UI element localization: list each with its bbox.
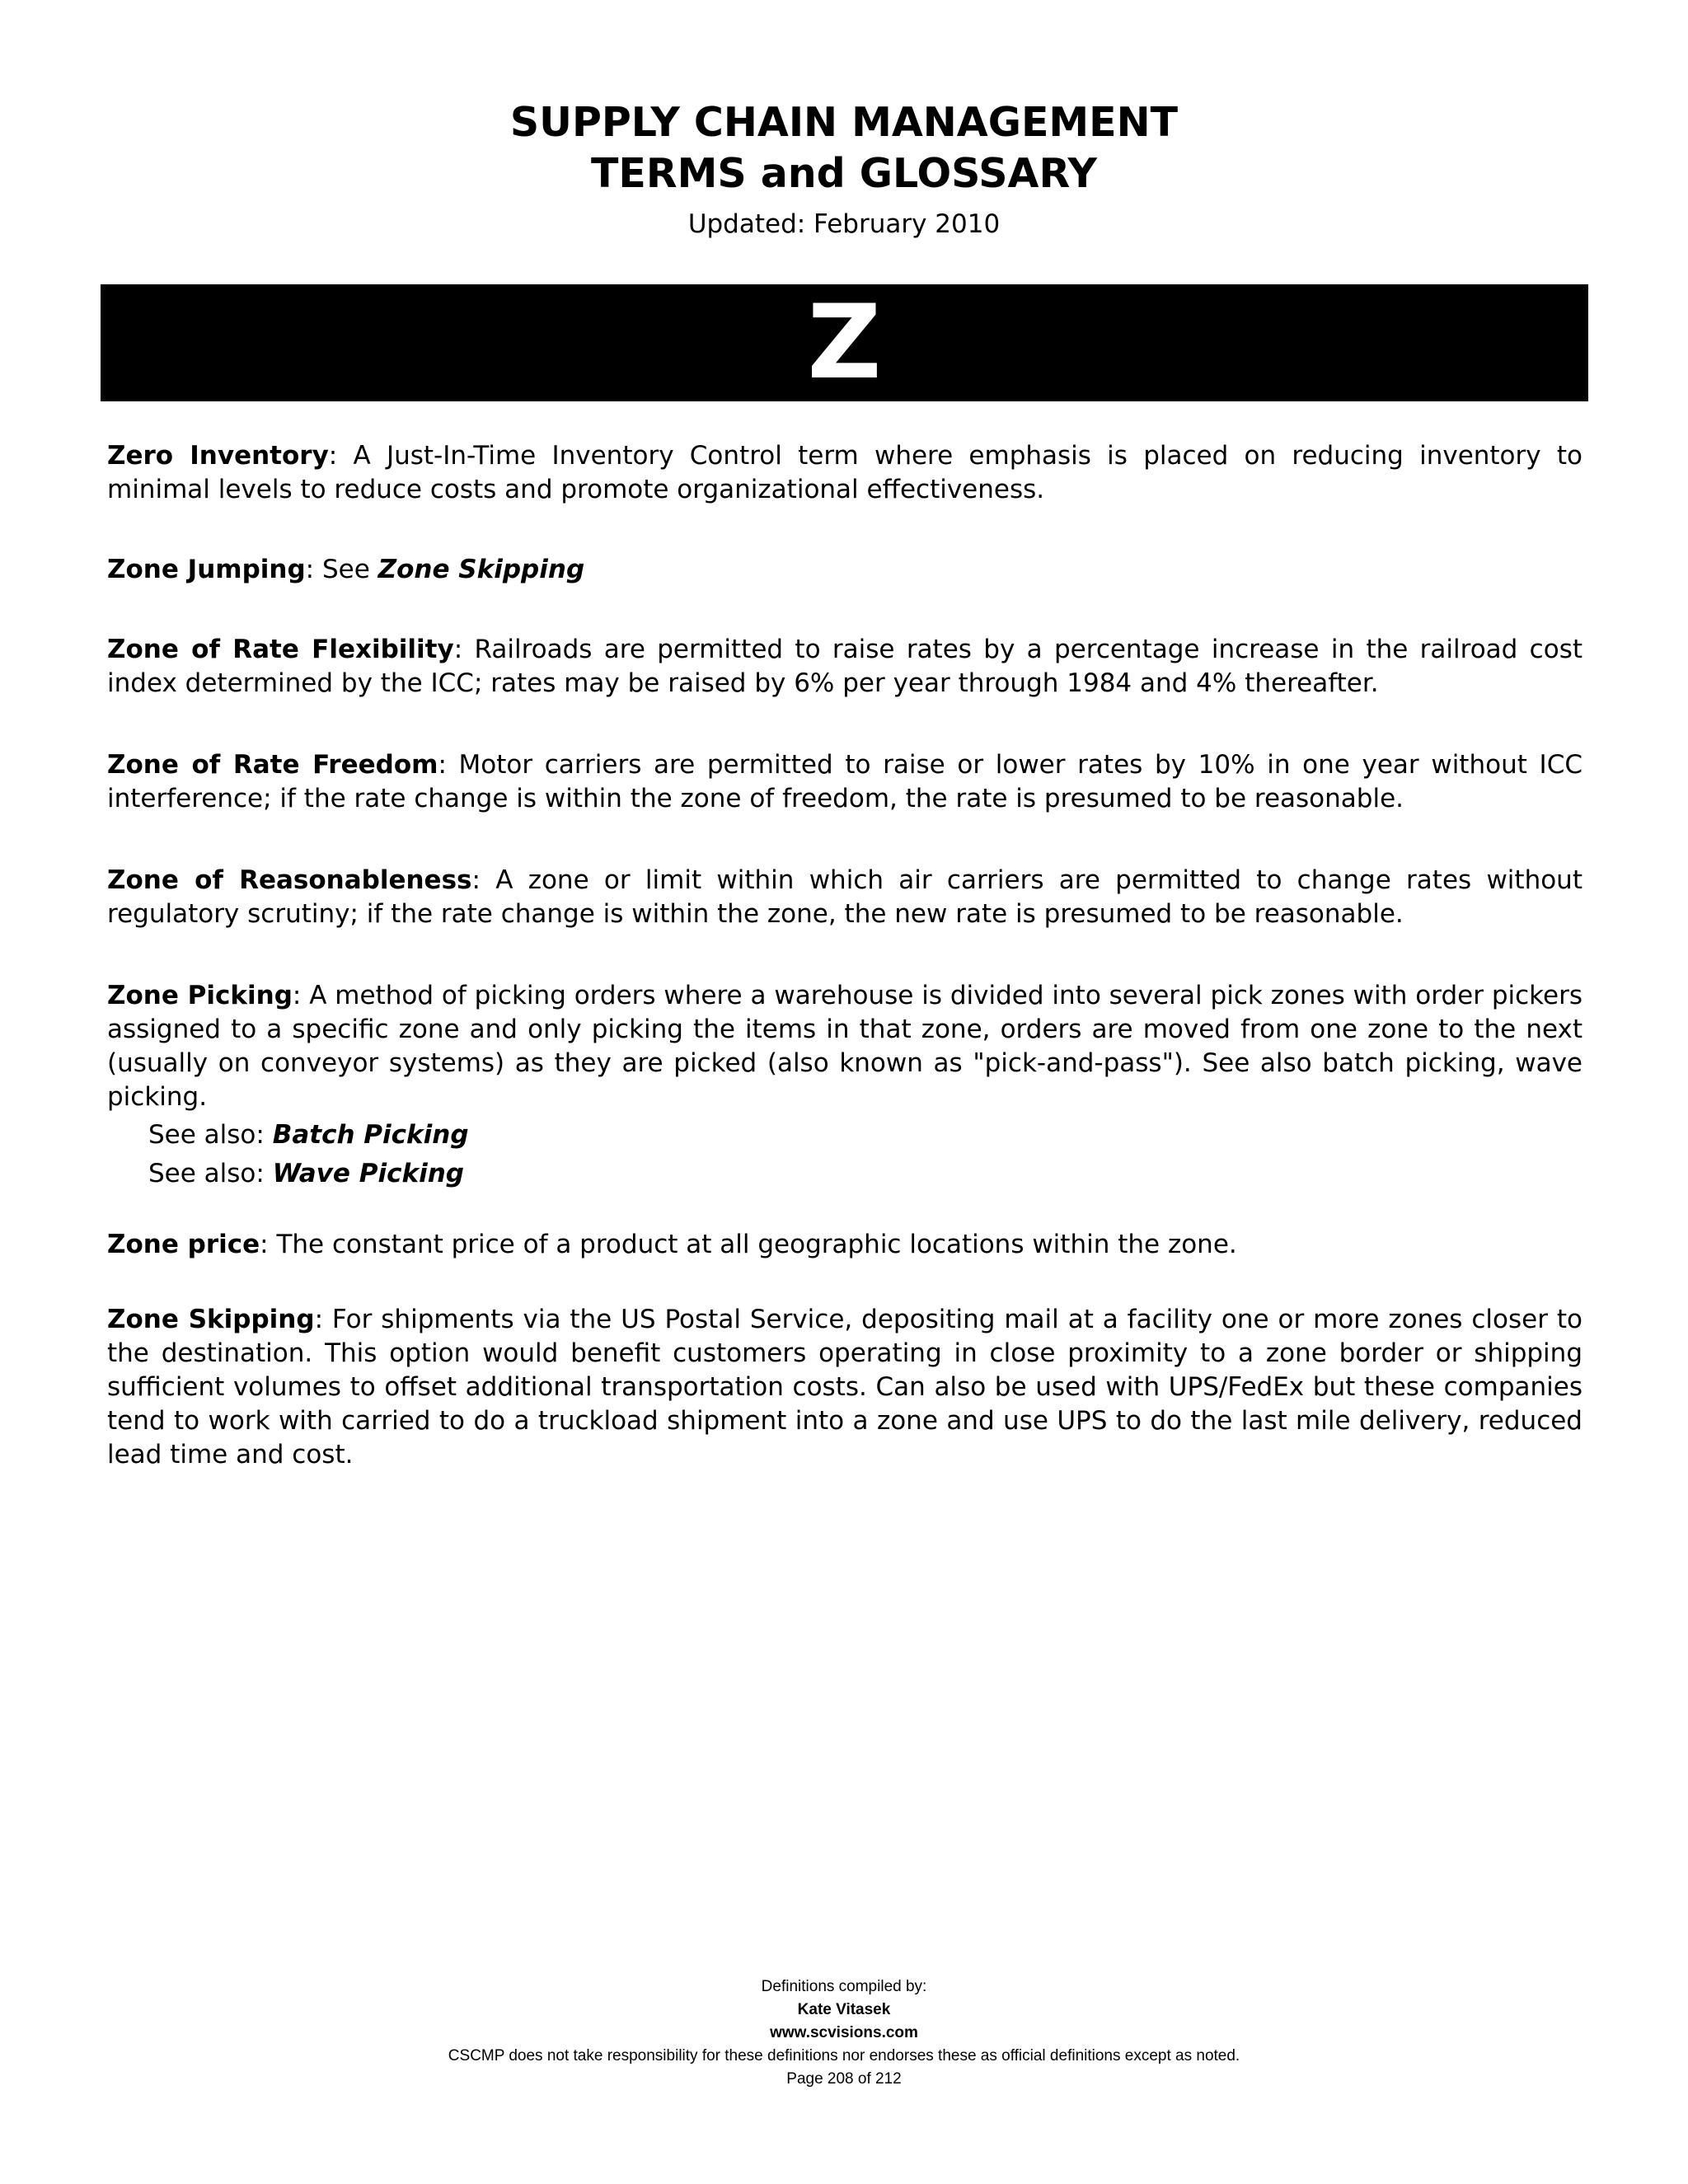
updated-date: Updated: February 2010 — [687, 209, 1001, 239]
glossary-entry-zone-jumping — [107, 553, 1582, 587]
entry-definition: : Motor carriers are permitted to raise or lower rates by 10% in one year without ICC interference; if the rate change is within the zone of freedom, the rate is presumed to be reasonable. — [107, 750, 1582, 813]
see-also-label: See also: — [148, 1159, 273, 1188]
entry-term: Zone of Reasonableness — [107, 865, 472, 895]
cross-reference-link[interactable]: Batch Picking — [272, 1120, 469, 1150]
entry-term: Zone of Rate Freedom — [107, 750, 438, 780]
glossary-entry-zone-of-reasonableness — [107, 864, 1582, 931]
entry-term: Zone of Rate Flexibility — [107, 635, 454, 664]
see-also-label: See also: — [148, 1120, 273, 1150]
cross-reference-link[interactable]: Zone Skipping — [377, 555, 585, 584]
document-title-line-1: SUPPLY CHAIN MANAGEMENT — [509, 99, 1179, 146]
glossary-entries — [107, 439, 1582, 1472]
entry-definition: : A method of picking orders where a warehouse is divided into several pick zones with order pickers assigned to a specific zone and only picking the items in that zone, orders are moved from one zone to the next (usually on conveyor systems) as they are picked (also known as "pick-and-pass"). See also batch picking, wave picking. — [107, 981, 1582, 1112]
glossary-entry-zone-skipping — [107, 1303, 1582, 1472]
entry-term: Zone Skipping — [107, 1305, 315, 1334]
glossary-entry-zone-price — [107, 1228, 1582, 1262]
cross-reference-link[interactable]: Wave Picking — [272, 1159, 464, 1188]
entry-definition: : For shipments via the US Postal Service, depositing mail at a facility one or more zones closer to the destination. This option would benefit customers operating in close proximity to a zone border or shipping sufficient volumes to offset additional transportation costs. Can also be used with UPS/FedEx but these companies tend to work with carried to do a truckload shipment into a zone and use UPS to do the last mile delivery, reduced lead time and cost. — [107, 1305, 1582, 1469]
footer-website-link[interactable]: www.scvisions.com — [770, 2024, 918, 2041]
footer-disclaimer: CSCMP does not take responsibility for these definitions nor endorses these as official definitions except as noted. — [448, 2047, 1240, 2064]
entry-definition: : See — [305, 555, 378, 584]
page-footer — [0, 1975, 1688, 2091]
section-letter-banner: Z — [101, 284, 1588, 401]
glossary-entry-zone-of-rate-freedom — [107, 748, 1582, 816]
entry-term: Zero Inventory — [107, 441, 329, 471]
footer-page-number: Page 208 of 212 — [786, 2070, 902, 2088]
document-header — [0, 97, 1688, 242]
document-title-line-2: TERMS and GLOSSARY — [590, 150, 1097, 197]
footer-author: Kate Vitasek — [797, 2001, 891, 2018]
entry-term: Zone Jumping — [107, 555, 306, 584]
entry-definition: : Railroads are permitted to raise rates by a percentage increase in the railroad cost index determined by the ICC; rates may be raised by 6% per year through 1984 and 4% thereafter. — [107, 635, 1583, 698]
footer-compiled-by: Definitions compiled by: — [761, 1978, 927, 1995]
entry-term: Zone price — [107, 1230, 260, 1259]
entry-definition: : A zone or limit within which air carriers are permitted to change rates without regulatory scrutiny; if the rate change is within the zone, the new rate is presumed to be reasonable. — [107, 865, 1582, 929]
glossary-entry-zero-inventory — [107, 439, 1582, 507]
see-also-line — [148, 1155, 1582, 1193]
entry-definition: : A Just-In-Time Inventory Control term where emphasis is placed on reducing inventory to minimal levels to reduce costs and promote organizational effectiveness. — [107, 441, 1582, 504]
glossary-entry-zone-of-rate-flexibility — [107, 633, 1582, 701]
glossary-entry-zone-picking — [107, 979, 1582, 1114]
see-also-line — [148, 1116, 1582, 1155]
entry-definition: : The constant price of a product at all geographic locations within the zone. — [260, 1230, 1237, 1259]
entry-term: Zone Picking — [107, 981, 293, 1010]
